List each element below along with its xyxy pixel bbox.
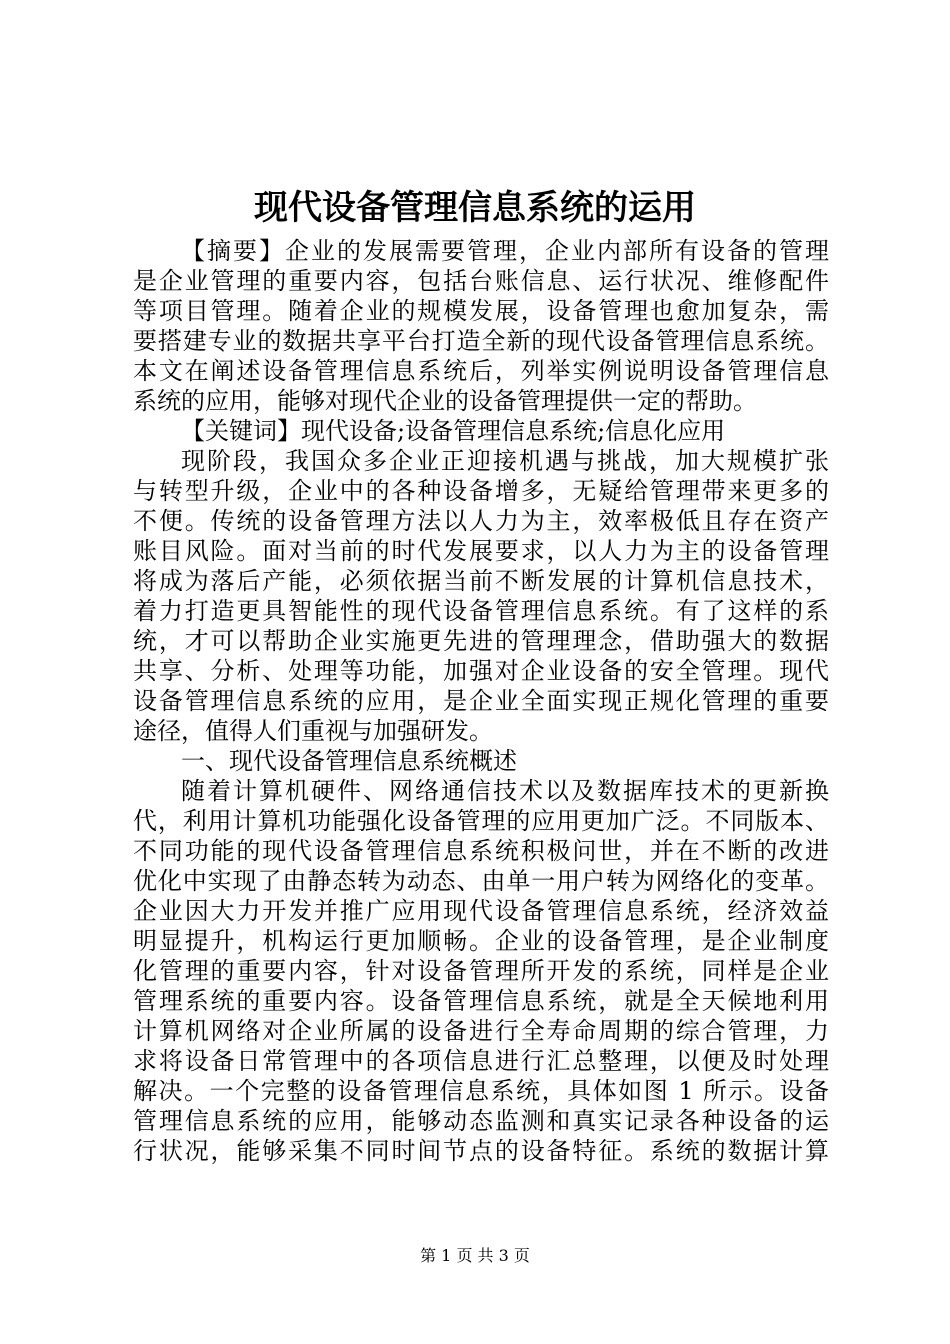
paragraph-line: 着力打造更具智能性的现代设备管理信息系统。有了这样的系 xyxy=(133,597,829,625)
paragraph-line: 将成为落后产能，必须依据当前不断发展的计算机信息技术， xyxy=(133,567,829,595)
paragraph-line: 管理信息系统的应用，能够动态监测和真实记录各种设备的运 xyxy=(133,1107,829,1135)
paragraph-line: 随着计算机硬件、网络通信技术以及数据库技术的更新换 xyxy=(181,777,829,805)
paragraph-line: 与转型升级，企业中的各种设备增多，无疑给管理带来更多的 xyxy=(133,477,829,505)
document-body xyxy=(133,236,829,1166)
abstract-line: 等项目管理。随着企业的规模发展，设备管理也愈加复杂，需 xyxy=(133,297,829,325)
abstract-line: 【摘要】企业的发展需要管理，企业内部所有设备的管理 xyxy=(181,237,829,265)
paragraph-line: 求将设备日常管理中的各项信息进行汇总整理，以便及时处理 xyxy=(133,1047,829,1075)
paragraph-line: 现阶段，我国众多企业正迎接机遇与挑战，加大规模扩张 xyxy=(181,447,829,475)
section-heading: 一、现代设备管理信息系统概述 xyxy=(181,747,517,775)
paragraph-line: 不同功能的现代设备管理信息系统积极问世，并在不断的改进 xyxy=(133,837,829,865)
paragraph-line: 解决。一个完整的设备管理信息系统，具体如图 1 所示。设备 xyxy=(133,1077,829,1105)
keywords-line: 【关键词】现代设备;设备管理信息系统;信息化应用 xyxy=(181,417,726,445)
paragraph-line: 共享、分析、处理等功能，加强对企业设备的安全管理。现代 xyxy=(133,657,829,685)
page-number-footer: 第 1 页 共 3 页 xyxy=(420,1246,530,1265)
document-title: 现代设备管理信息系统的运用 xyxy=(254,188,696,228)
abstract-line: 要搭建专业的数据共享平台打造全新的现代设备管理信息系统。 xyxy=(133,327,829,355)
paragraph-line: 账目风险。面对当前的时代发展要求，以人力为主的设备管理 xyxy=(133,537,829,565)
paragraph-line: 途径，值得人们重视与加强研发。 xyxy=(133,717,493,745)
paragraph-line: 优化中实现了由静态转为动态、由单一用户转为网络化的变革。 xyxy=(133,867,829,895)
abstract-line: 是企业管理的重要内容，包括台账信息、运行状况、维修配件 xyxy=(133,267,829,295)
paragraph-line: 化管理的重要内容，针对设备管理所开发的系统，同样是企业 xyxy=(133,957,829,985)
abstract-line: 本文在阐述设备管理信息系统后，列举实例说明设备管理信息 xyxy=(133,357,829,385)
abstract-line: 系统的应用，能够对现代企业的设备管理提供一定的帮助。 xyxy=(133,387,757,415)
paragraph-line: 明显提升，机构运行更加顺畅。企业的设备管理，是企业制度 xyxy=(133,927,829,955)
paragraph-line: 管理系统的重要内容。设备管理信息系统，就是全天候地利用 xyxy=(133,987,829,1015)
paragraph-line: 统，才可以帮助企业实施更先进的管理理念，借助强大的数据 xyxy=(133,627,829,655)
paragraph-line: 设备管理信息系统的应用，是企业全面实现正规化管理的重要 xyxy=(133,687,829,715)
paragraph-line: 企业因大力开发并推广应用现代设备管理信息系统，经济效益 xyxy=(133,897,829,925)
paragraph-line: 行状况，能够采集不同时间节点的设备特征。系统的数据计算 xyxy=(133,1137,829,1165)
paragraph-line: 计算机网络对企业所属的设备进行全寿命周期的综合管理，力 xyxy=(133,1017,829,1045)
paragraph-line: 代，利用计算机功能强化设备管理的应用更加广泛。不同版本、 xyxy=(133,807,829,835)
paragraph-line: 不便。传统的设备管理方法以人力为主，效率极低且存在资产 xyxy=(133,507,829,535)
